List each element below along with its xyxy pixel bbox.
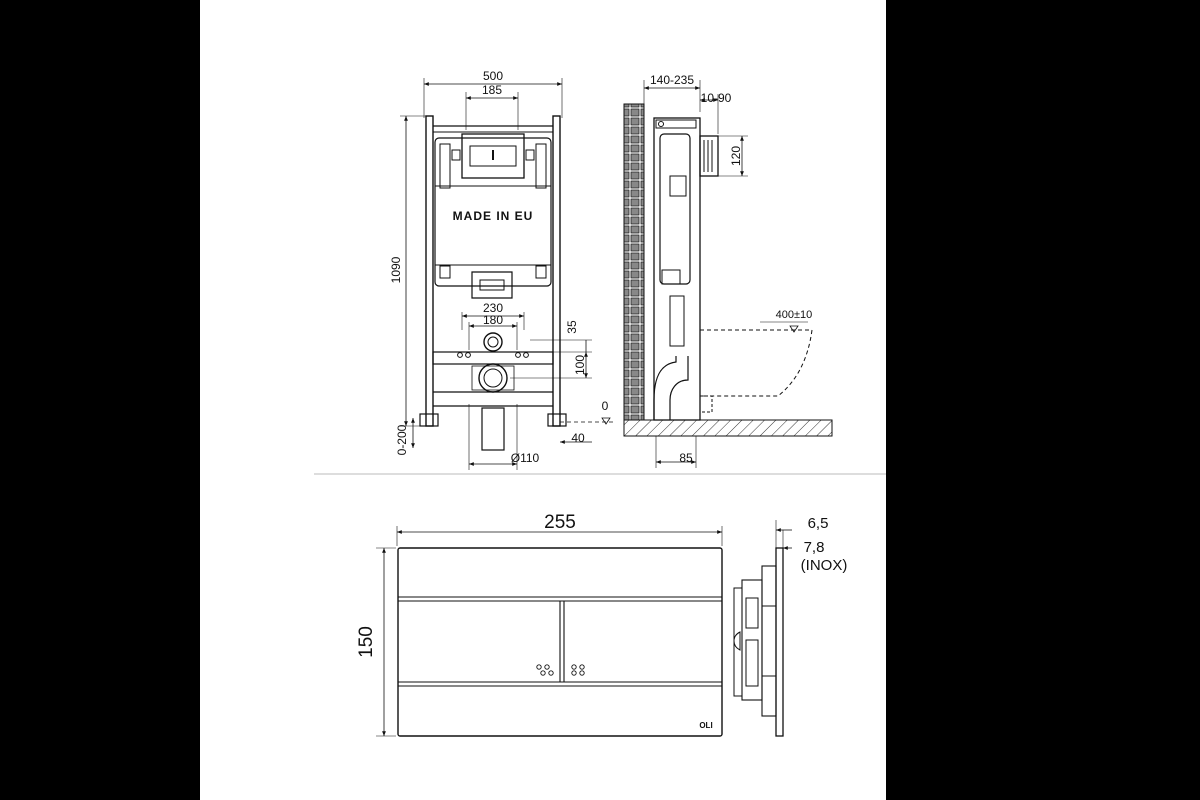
plate-thickness-inox-label: 7,8: [803, 539, 825, 556]
drawing-canvas: [200, 0, 886, 800]
wall-gap-label: 10-90: [700, 91, 732, 105]
plate-logo: OLI: [699, 721, 713, 730]
plate-height-label: 150: [356, 626, 377, 658]
adjust-label: 0-200: [395, 424, 409, 456]
button-width-label: 185: [481, 83, 503, 97]
plate-thickness-label: 6,5: [807, 515, 829, 532]
flush-plate-side: [734, 520, 792, 736]
bowl-height-label: 400±10: [775, 309, 813, 321]
flush-height-label: 120: [729, 145, 743, 167]
drain-pipe: [482, 408, 504, 450]
left-frame-post: [426, 116, 433, 426]
drain-bend: [654, 356, 688, 420]
offset-40-label: 40: [571, 431, 585, 445]
zero-level-label: 0: [601, 399, 609, 413]
offset-35-label: 35: [565, 320, 579, 334]
water-inlet: [484, 333, 502, 351]
flush-plate-front: [376, 526, 722, 736]
tank-label: MADE IN EU: [452, 209, 534, 223]
brick-wall: [624, 104, 644, 430]
fixing-crossbar: [433, 352, 553, 364]
drain-spacing-outer-label: 230: [482, 301, 504, 315]
wall-hung-bowl: [700, 330, 812, 396]
technical-drawing-sheet: [200, 0, 886, 800]
waste-connector: [479, 364, 507, 392]
large-flush-dots: [572, 665, 584, 675]
front-width-label: 500: [482, 69, 504, 83]
right-frame-post: [553, 116, 560, 426]
inox-note: (INOX): [800, 557, 848, 574]
floor-section: [624, 420, 832, 436]
pipe-label: Ø110: [510, 451, 540, 465]
plate-profile: [776, 548, 783, 736]
side-frame: [654, 118, 700, 420]
plate-width-label: 255: [544, 512, 576, 533]
offset-100-label: 100: [573, 354, 587, 376]
front-view: [400, 78, 614, 470]
depth-label: 140-235: [649, 73, 695, 87]
flush-box: [700, 136, 718, 176]
base-depth-label: 85: [679, 451, 693, 465]
side-view: [624, 80, 832, 468]
height-label: 1090: [389, 256, 403, 284]
small-flush-dots: [537, 665, 553, 675]
drain-spacing-inner-label: 180: [482, 313, 504, 327]
